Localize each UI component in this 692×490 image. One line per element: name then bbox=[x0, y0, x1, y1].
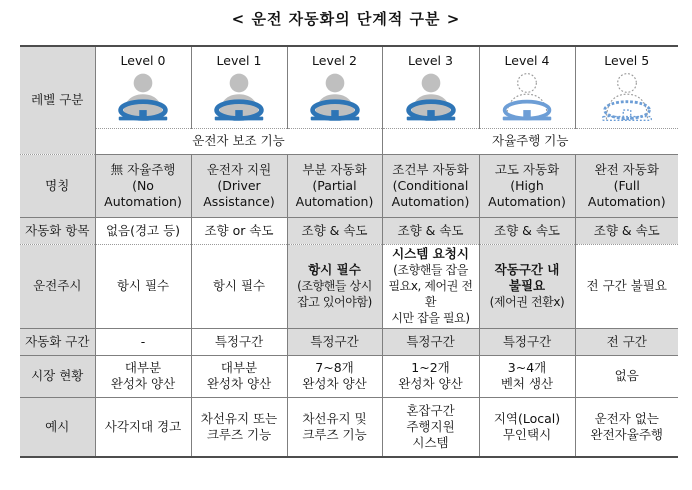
example-cell bbox=[382, 397, 479, 457]
monitor-cell bbox=[382, 244, 479, 328]
monitor-title: 항시 필수 bbox=[308, 262, 361, 277]
section-cell: - bbox=[95, 328, 191, 355]
name-en: (Full bbox=[613, 177, 640, 193]
example-line: 크루즈 기능 bbox=[302, 426, 367, 442]
market-line: 7~8개 bbox=[315, 360, 354, 375]
level-1-label: Level 1 bbox=[216, 52, 262, 68]
example-cell bbox=[287, 397, 382, 457]
row-header-name: 명칭 bbox=[20, 154, 95, 217]
name-en: Automation) bbox=[104, 193, 182, 209]
market-cell bbox=[382, 355, 479, 397]
level-4-label: Level 4 bbox=[504, 52, 550, 68]
market-line: 3~4개 bbox=[507, 360, 547, 375]
market-line: 완성차 양산 bbox=[110, 376, 176, 391]
name-en: (Driver bbox=[217, 177, 261, 193]
name-en: Assistance) bbox=[203, 193, 275, 209]
level-4-cell bbox=[479, 46, 575, 128]
monitor-note: (제어권 전환x) bbox=[489, 295, 565, 309]
level-2-cell bbox=[287, 46, 382, 128]
market-cell: 없음 bbox=[575, 355, 678, 397]
example-line: 지역(Local) bbox=[493, 410, 561, 426]
items-cell: 조향 & 속도 bbox=[382, 217, 479, 244]
row-header-example: 예시 bbox=[20, 397, 95, 457]
name-cell bbox=[191, 154, 287, 217]
items-cell: 조향 or 속도 bbox=[191, 217, 287, 244]
name-ko: 無 자율주행 bbox=[110, 161, 176, 177]
group-autonomous: 자율주행 기능 bbox=[382, 128, 678, 154]
level-5-cell bbox=[575, 46, 678, 128]
market-line: 완성차 양산 bbox=[398, 376, 463, 391]
level-1-cell bbox=[191, 46, 287, 128]
monitor-note: 잡고 있어야함) bbox=[297, 295, 372, 309]
name-cell bbox=[95, 154, 191, 217]
name-cell bbox=[575, 154, 678, 217]
monitor-cell: 전 구간 불필요 bbox=[575, 244, 678, 328]
driver-wheel-icon bbox=[211, 72, 267, 122]
example-line: 차선유지 또는 bbox=[200, 410, 278, 426]
monitor-note: (조향핸들 잡을 bbox=[393, 263, 468, 277]
name-ko: 운전자 지원 bbox=[206, 161, 272, 177]
market-line: 1~2개 bbox=[411, 360, 450, 375]
level-3-cell bbox=[382, 46, 479, 128]
monitor-note: 시만 잡을 필요) bbox=[391, 311, 470, 325]
section-cell: 특정구간 bbox=[191, 328, 287, 355]
automation-levels-table bbox=[20, 45, 678, 458]
monitor-title: 시스템 요청시 bbox=[392, 246, 469, 261]
name-ko: 고도 자동화 bbox=[494, 161, 560, 177]
market-line: 대부분 bbox=[220, 360, 258, 375]
section-cell: 특정구간 bbox=[287, 328, 382, 355]
name-en: Automation) bbox=[295, 193, 374, 209]
example-cell: 사각지대 경고 bbox=[95, 397, 191, 457]
name-en: Automation) bbox=[488, 193, 566, 209]
row-header-items: 자동화 항목 bbox=[20, 217, 95, 244]
monitor-cell bbox=[287, 244, 382, 328]
example-cell bbox=[479, 397, 575, 457]
monitor-note: (조향핸들 상시 bbox=[297, 279, 372, 293]
group-assist: 운전자 보조 기능 bbox=[95, 128, 382, 154]
market-line: 벤처 생산 bbox=[500, 376, 554, 391]
example-line: 주행지원 bbox=[406, 418, 455, 434]
monitor-cell: 항시 필수 bbox=[191, 244, 287, 328]
name-en: (High bbox=[510, 177, 544, 193]
items-cell: 조향 & 속도 bbox=[287, 217, 382, 244]
example-line: 시스템 bbox=[412, 434, 449, 450]
row-header-section: 자동화 구간 bbox=[20, 328, 95, 355]
driver-outline-icon bbox=[499, 72, 555, 122]
monitor-cell bbox=[479, 244, 575, 328]
example-line: 운전자 없는 bbox=[594, 410, 659, 426]
market-cell bbox=[95, 355, 191, 397]
monitor-title: 작동구간 내 bbox=[494, 262, 560, 277]
items-cell: 조향 & 속도 bbox=[575, 217, 678, 244]
name-cell bbox=[479, 154, 575, 217]
row-header-market: 시장 현황 bbox=[20, 355, 95, 397]
name-en: Automation) bbox=[391, 193, 470, 209]
level-5-label: Level 5 bbox=[604, 52, 650, 68]
name-en: (Partial bbox=[312, 177, 357, 193]
name-cell bbox=[382, 154, 479, 217]
name-cell bbox=[287, 154, 382, 217]
name-ko: 완전 자동화 bbox=[594, 161, 659, 177]
items-cell: 없음(경고 등) bbox=[95, 217, 191, 244]
market-line: 완성차 양산 bbox=[206, 376, 272, 391]
level-3-label: Level 3 bbox=[408, 52, 453, 68]
level-0-cell bbox=[95, 46, 191, 128]
driver-wheel-icon bbox=[115, 72, 171, 122]
example-line: 크루즈 기능 bbox=[206, 426, 272, 442]
market-line: 완성차 양산 bbox=[302, 376, 367, 391]
monitor-note: 필요x, 제어권 전환 bbox=[388, 279, 473, 309]
level-0-label: Level 0 bbox=[120, 52, 166, 68]
section-cell: 전 구간 bbox=[575, 328, 678, 355]
level-2-label: Level 2 bbox=[312, 52, 357, 68]
market-cell bbox=[191, 355, 287, 397]
driver-wheel-icon bbox=[403, 72, 459, 122]
market-cell bbox=[479, 355, 575, 397]
row-header-level: 레벨 구분 bbox=[20, 46, 95, 154]
row-header-monitor: 운전주시 bbox=[20, 244, 95, 328]
example-cell bbox=[575, 397, 678, 457]
name-en: Automation) bbox=[587, 193, 666, 209]
name-ko: 부분 자동화 bbox=[302, 161, 367, 177]
example-cell bbox=[191, 397, 287, 457]
example-line: 혼잡구간 bbox=[406, 402, 455, 418]
market-line: 대부분 bbox=[124, 360, 162, 375]
name-en: (No bbox=[132, 177, 154, 193]
page-title: < 운전 자동화의 단계적 구분 > bbox=[231, 10, 461, 28]
name-en: (Conditional bbox=[392, 177, 469, 193]
section-cell: 특정구간 bbox=[382, 328, 479, 355]
market-cell bbox=[287, 355, 382, 397]
driver-dashed-icon bbox=[599, 72, 655, 122]
name-ko: 조건부 자동화 bbox=[392, 161, 469, 177]
example-line: 완전자율주행 bbox=[590, 426, 663, 442]
monitor-title: 불필요 bbox=[508, 278, 546, 293]
example-line: 무인택시 bbox=[502, 426, 552, 442]
driver-wheel-icon bbox=[307, 72, 363, 122]
example-line: 차선유지 및 bbox=[302, 410, 367, 426]
items-cell: 조향 & 속도 bbox=[479, 217, 575, 244]
section-cell: 특정구간 bbox=[479, 328, 575, 355]
monitor-cell: 항시 필수 bbox=[95, 244, 191, 328]
